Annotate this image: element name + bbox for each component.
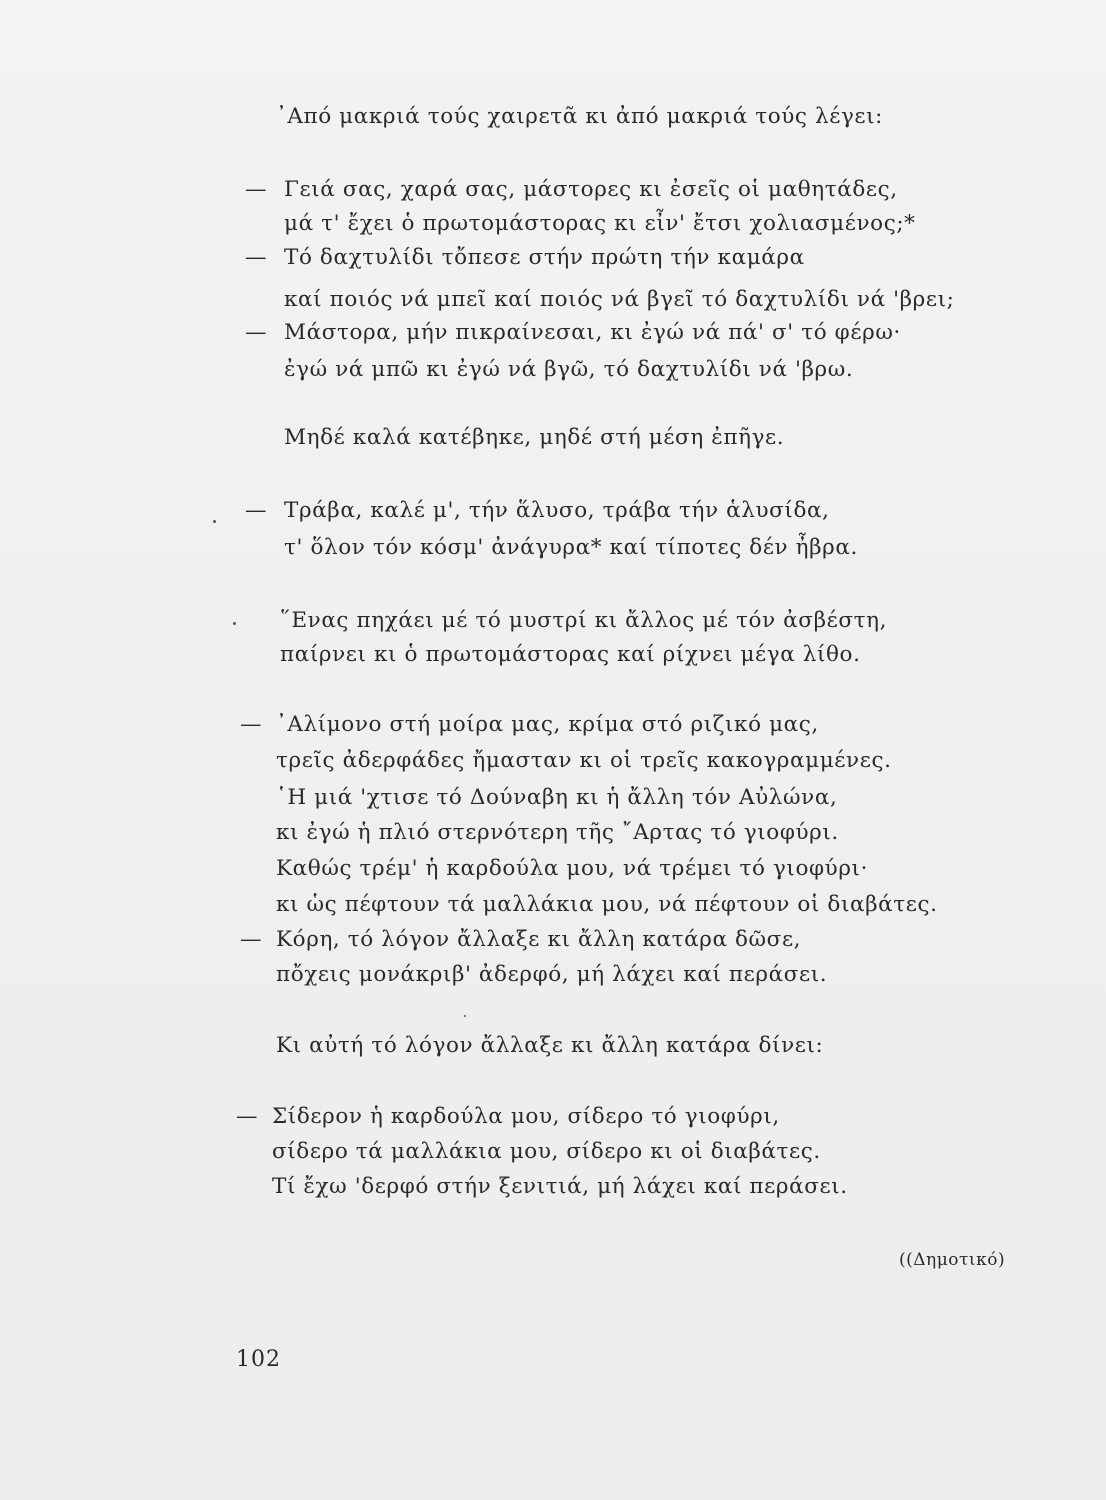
poem-line: ᾿Αλίμονο στή μοίρα μας, κρίμα στό ριζικό μας, bbox=[276, 712, 819, 737]
dialogue-dash: — bbox=[245, 498, 267, 523]
page-number: 102 bbox=[236, 1347, 281, 1372]
dialogue-dash: — bbox=[245, 177, 267, 202]
poem-line: παίρνει κι ὁ πρωτομάστορας καί ρίχνει μέγα λίθο. bbox=[280, 642, 861, 667]
poem-line: Καθώς τρέμ' ἡ καρδούλα μου, νά τρέμει τό γιοφύρι· bbox=[276, 856, 869, 881]
poem-line: κι ὡς πέφτουν τά μαλλάκια μου, νά πέφτουν οἱ διαβάτες. bbox=[276, 892, 938, 917]
poem-narration-line: Μηδέ καλά κατέβηκε, μηδέ στή μέση ἐπῆγε. bbox=[284, 425, 785, 450]
poem-line: Μάστορα, μήν πικραίνεσαι, κι ἐγώ νά πά' σ' τό φέρω· bbox=[284, 320, 901, 345]
dialogue-dash: — bbox=[240, 712, 262, 737]
print-speck bbox=[233, 622, 236, 625]
poem-line: καί ποιός νά μπεῖ καί ποιός νά βγεῖ τό δαχτυλίδι νά 'βρει; bbox=[284, 287, 955, 312]
poem-intro-line: ᾿Από μακριά τούς χαιρετᾶ κι ἀπό μακριά τούς λέγει: bbox=[276, 104, 884, 129]
poem-line: ἐγώ νά μπῶ κι ἐγώ νά βγῶ, τό δαχτυλίδι νά 'βρω. bbox=[284, 357, 854, 382]
poem-line: Γειά σας, χαρά σας, μάστορες κι ἐσεῖς οἱ μαθητάδες, bbox=[284, 177, 898, 202]
poem-line: σίδερο τά μαλλάκια μου, σίδερο κι οἱ διαβάτες. bbox=[272, 1139, 821, 1164]
print-speck bbox=[464, 1015, 466, 1017]
poem-line: κι ἐγώ ἡ πλιό στερνότερη τῆς ῎Αρτας τό γιοφύρι. bbox=[276, 820, 839, 845]
poem-line: ῞Ενας πηχάει μέ τό μυστρί κι ἄλλος μέ τόν ἀσβέστη, bbox=[280, 608, 888, 633]
poem-line: Τί ἔχω 'δερφό στήν ξενιτιά, μή λάχει καί περάσει. bbox=[272, 1174, 848, 1199]
poem-line: Τό δαχτυλίδι τὄπεσε στήν πρώτη τήν καμάρα bbox=[284, 245, 805, 270]
poem-line: μά τ' ἔχει ὁ πρωτομάστορας κι εἶν' ἔτσι χολιασμένος;* bbox=[284, 211, 916, 236]
poem-line: Σίδερον ἡ καρδούλα μου, σίδερο τό γιοφύρι, bbox=[272, 1104, 780, 1129]
poem-line: Κόρη, τό λόγον ἄλλαξε κι ἄλλη κατάρα δῶσε, bbox=[276, 927, 802, 952]
poem-line: πὄχεις μονάκριβ' ἀδερφό, μή λάχει καί περάσει. bbox=[276, 962, 828, 987]
poem-line: Τράβα, καλέ μ', τήν ἅλυσο, τράβα τήν ἁλυσίδα, bbox=[284, 498, 830, 523]
dialogue-dash: — bbox=[245, 245, 267, 270]
poem-narration-line: Κι αὐτή τό λόγον ἄλλαξε κι ἄλλη κατάρα δίνει: bbox=[276, 1033, 824, 1058]
dialogue-dash: — bbox=[245, 320, 267, 345]
poem-line: ῾Η μιά 'χτισε τό Δούναβη κι ἡ ἄλλη τόν Αὐλώνα, bbox=[276, 785, 838, 810]
attribution: ((Δημοτικό) bbox=[899, 1250, 1006, 1270]
print-speck bbox=[213, 520, 216, 523]
poem-line: τρεῖς ἀδερφάδες ἤμασταν κι οἱ τρεῖς κακογραμμένες. bbox=[276, 748, 892, 773]
dialogue-dash: — bbox=[236, 1104, 258, 1129]
dialogue-dash: — bbox=[240, 927, 262, 952]
poem-line: τ' ὅλον τόν κόσμ' ἀνάγυρα* καί τίποτες δέν ἦβρα. bbox=[284, 535, 858, 560]
